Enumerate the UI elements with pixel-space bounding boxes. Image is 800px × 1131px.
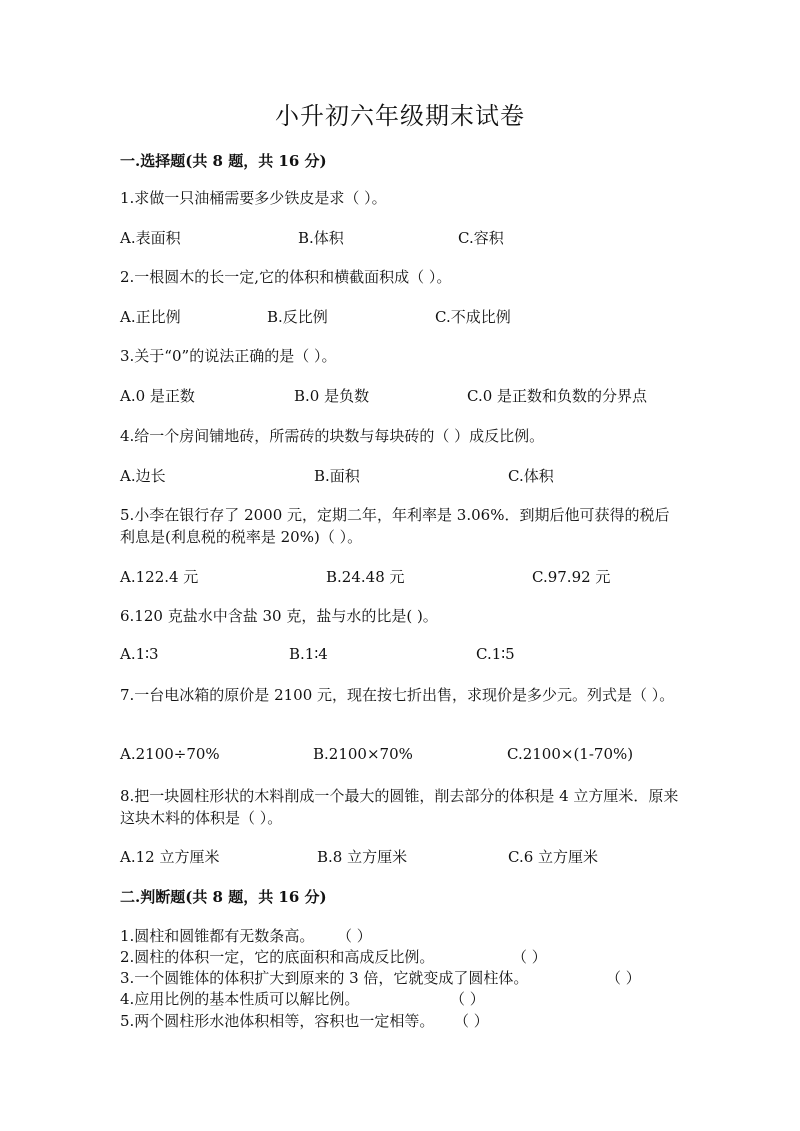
q3-option-c[interactable]: C.0 是正数和负数的分界点 <box>467 387 648 405</box>
q1-option-a[interactable]: A.表面积 <box>120 229 181 247</box>
judgment-item-1-text: 1.圆柱和圆锥都有无数条高。 <box>120 927 315 945</box>
judgment-item-2 <box>120 946 547 967</box>
judgment-item-1-answer[interactable]: （ ） <box>337 927 372 945</box>
exam-title: 小升初六年级期末试卷 <box>275 102 525 130</box>
question-7: 7.一台电冰箱的原价是 2100 元，现在按七折出售，求现价是多少元。列式是（ ）。 <box>120 686 675 704</box>
q8-option-c[interactable]: C.6 立方厘米 <box>508 848 599 866</box>
q1-option-c[interactable]: C.容积 <box>458 229 504 247</box>
judgment-item-3-text: 3.一个圆锥体的体积扩大到原来的 3 倍，它就变成了圆柱体。 <box>120 969 529 987</box>
q6-option-b[interactable]: B.1∶4 <box>289 645 328 663</box>
q8-option-b[interactable]: B.8 立方厘米 <box>317 848 408 866</box>
judgment-item-4-answer[interactable]: （ ） <box>450 990 485 1008</box>
question-5: 5.小李在银行存了 2000 元，定期二年，年利率是 3.06%．到期后他可获得的税后利息是(利息税的税率是 20%)（ ）。 <box>120 506 670 546</box>
judgment-item-5-answer[interactable]: （ ） <box>454 1012 489 1030</box>
q1-option-b[interactable]: B.体积 <box>298 229 344 247</box>
section-heading-choice: 一.选择题(共 8 题，共 16 分) <box>120 152 327 170</box>
q7-option-b[interactable]: B.2100×70% <box>313 745 413 763</box>
question-2: 2.一根圆木的长一定,它的体积和横截面积成（ ）。 <box>120 268 452 286</box>
section-heading-judgment: 二.判断题(共 8 题，共 16 分) <box>120 888 327 906</box>
q7-option-c[interactable]: C.2100×(1-70%) <box>507 745 634 763</box>
q3-option-a[interactable]: A.0 是正数 <box>120 387 195 405</box>
q2-option-a[interactable]: A.正比例 <box>120 308 181 326</box>
q3-option-b[interactable]: B.0 是负数 <box>294 387 370 405</box>
q6-option-c[interactable]: C.1∶5 <box>476 645 515 663</box>
question-4: 4.给一个房间铺地砖，所需砖的块数与每块砖的（ ）成反比例。 <box>120 427 545 445</box>
q7-option-a[interactable]: A.2100÷70% <box>120 745 220 763</box>
judgment-item-5 <box>120 1010 489 1031</box>
q4-option-c[interactable]: C.体积 <box>508 467 554 485</box>
q5-option-b[interactable]: B.24.48 元 <box>326 568 405 586</box>
judgment-item-5-text: 5.两个圆柱形水池体积相等，容积也一定相等。 <box>120 1012 435 1030</box>
q2-option-c[interactable]: C.不成比例 <box>435 308 511 326</box>
judgment-item-1 <box>120 925 372 946</box>
q2-option-b[interactable]: B.反比例 <box>267 308 328 326</box>
judgment-item-3 <box>120 967 641 988</box>
judgment-item-4-text: 4.应用比例的基本性质可以解比例。 <box>120 990 360 1008</box>
q8-option-a[interactable]: A.12 立方厘米 <box>120 848 220 866</box>
judgment-item-2-text: 2.圆柱的体积一定，它的底面积和高成反比例。 <box>120 948 435 966</box>
question-1: 1.求做一只油桶需要多少铁皮是求（ ）。 <box>120 189 387 207</box>
judgment-item-4 <box>120 988 485 1009</box>
judgment-item-3-answer[interactable]: （ ） <box>606 969 641 987</box>
q5-option-a[interactable]: A.122.4 元 <box>120 568 199 586</box>
q5-option-c[interactable]: C.97.92 元 <box>532 568 611 586</box>
question-6: 6.120 克盐水中含盐 30 克，盐与水的比是( )。 <box>120 607 438 625</box>
question-8: 8.把一块圆柱形状的木料削成一个最大的圆锥，削去部分的体积是 4 立方厘米．原来这块木料的体积是（ ）。 <box>120 787 679 827</box>
judgment-item-2-answer[interactable]: （ ） <box>512 948 547 966</box>
q4-option-b[interactable]: B.面积 <box>314 467 360 485</box>
q6-option-a[interactable]: A.1∶3 <box>120 645 159 663</box>
q4-option-a[interactable]: A.边长 <box>120 467 166 485</box>
question-3: 3.关于“0”的说法正确的是（ ）。 <box>120 347 337 365</box>
